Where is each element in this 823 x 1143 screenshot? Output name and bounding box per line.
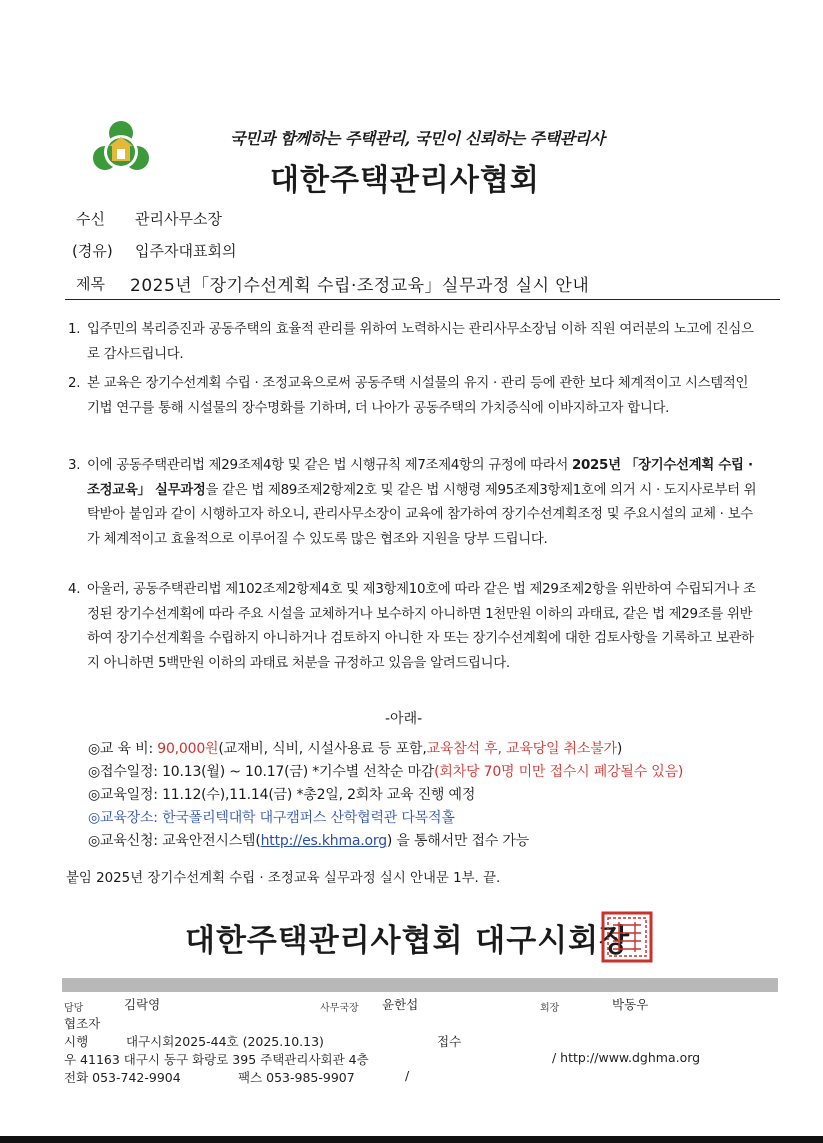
paragraph-2-text: 본 교육은 장기수선계획 수립 · 조정교육으로써 공동주택 시설물의 유지 · 관리 등에 관한 보다 체계적이고 시스템적인 기법 연구를 통해 시설물의 장수명화를 기하며, 더 나아가 공동주택의 가치증식에 이바지하고자 합니다.	[87, 376, 749, 416]
exec-label: 시행	[64, 1034, 89, 1049]
schedule-line: ◎교육일정: 11.12(수),11.14(금) *총2일, 2회차 교육 진행 예정	[88, 787, 476, 803]
paragraph-4-number: 4.	[68, 582, 81, 597]
paragraph-4-text: 아울러, 공동주택관리법 제102조제2항제4호 및 제3항제10호에 따라 같은 법 제29조제2항을 위반하여 수립되거나 조정된 장기수선계획에 따라 주요 시설을 교체하거나 보수하지 아니하면 1천만원 이하의 과태료, 같은 법 제29조를 위반하여 장기수선계획을 수립하지 아니하거나 검토하지 아니한 자 또는 장기수선계획에 대한 검토사항을 기록하고 보관하지 아니하면 5백만원 이하의 과태료 처분을 규정하고 있음을 알려드립니다.	[87, 582, 756, 671]
location-line: ◎교육장소: 한국폴리텍대학 대구캠퍼스 산학협력관 다목적홀	[88, 810, 455, 826]
subject-label: 제목	[76, 275, 105, 293]
chair-label: 회장	[540, 1003, 560, 1014]
paragraph-2-number: 2.	[68, 376, 81, 391]
association-logo-icon	[90, 118, 152, 180]
registration-warning: (회차당 70명 미만 접수시 폐강될수 있음)	[434, 764, 684, 780]
via-value: 입주자대표회의	[135, 242, 237, 260]
paragraph-4	[68, 578, 758, 676]
application-link[interactable]: http://es.khma.org	[260, 833, 387, 849]
paragraph-2	[68, 372, 758, 421]
footer-band	[62, 978, 778, 992]
org-title: 대한주택관리사협회	[270, 163, 540, 198]
official-seal-icon	[601, 911, 653, 963]
fax-number: 팩스 053-985-9907	[238, 1070, 355, 1085]
slogan: 국민과 함께하는 주택관리, 국민이 신뢰하는 주택관리사	[230, 129, 605, 148]
attachment-note: 붙임 2025년 장기수선계획 수립 · 조정교육 실무과정 실시 안내문 1부. 끝.	[66, 871, 501, 886]
registration-line: ◎접수일정: 10.13(월) ~ 10.17(금) *기수별 선착순 마감(회차당 70명 미만 접수시 폐강될수 있음)	[88, 764, 684, 780]
application-line: ◎교육신청: 교육안전시스템(http://es.khma.org) 을 통해서만 접수 가능	[88, 833, 530, 849]
subject-title: 2025년「장기수선계획 수립·조정교육」실무과정 실시 안내	[130, 276, 590, 296]
recipient-label: 수신	[76, 210, 105, 228]
details-heading: -아래-	[385, 711, 423, 727]
fee-line: ◎교 육 비: 90,000원(교재비, 식비, 시설사용료 등 포함,교육참석 후, 교육당일 취소불가)	[88, 741, 623, 757]
homepage-link[interactable]: / http://www.dghma.org	[552, 1050, 701, 1065]
exec-value: 대구시회2025-44호 (2025.10.13)	[126, 1034, 324, 1049]
address: 우 41163 대구시 동구 화랑로 395 주택관리사회관 4층	[64, 1052, 369, 1067]
fee-warning: 교육참석 후, 교육당일 취소불가	[426, 741, 617, 757]
paragraph-1-number: 1.	[68, 322, 81, 337]
header-divider	[65, 299, 780, 300]
paragraph-3-text: 이에 공동주택관리법 제29조제4항 및 같은 법 시행규칙 제7조제4항의 규정에 따라서 2025년 「장기수선계획 수립 · 조정교육」 실무과정을 같은 법 제89조제2항제2호 및 같은 법 시행령 제95조제3항제1호에 의거 시 · 도지사로부터 위탁받아 붙임과 같이 시행하고자 하오니, 관리사무소장이 교육에 참가하여 장기수선계획조정 및 주요시설의 교체 · 보수가 체계적이고 효율적으로 이루어질 수 있도록 많은 협조와 지원을 당부 드립니다.	[87, 458, 757, 547]
chair-name: 박동우	[612, 997, 649, 1012]
staff-name: 김락영	[124, 997, 161, 1012]
staff-label: 담당	[64, 1003, 84, 1014]
receipt-label: 접수	[437, 1034, 462, 1049]
fax-separator: /	[405, 1068, 410, 1083]
paragraph-3-number: 3.	[68, 458, 81, 473]
secretary-label: 사무국장	[320, 1003, 359, 1014]
sender-name: 대한주택관리사협회 대구시회장	[185, 923, 631, 959]
paragraph-3	[68, 454, 758, 552]
phone-number: 전화 053-742-9904	[64, 1070, 181, 1085]
fee-amount: 90,000원	[157, 741, 219, 757]
recipient-value: 관리사무소장	[135, 210, 222, 228]
bottom-edge	[0, 1136, 823, 1143]
paragraph-1-text: 입주민의 복리증진과 공동주택의 효율적 관리를 위하여 노력하시는 관리사무소장님 이하 직원 여러분의 노고에 진심으로 감사드립니다.	[87, 322, 754, 362]
via-label: (경유)	[72, 242, 113, 260]
location-value: 한국폴리텍대학 대구캠퍼스 산학협력관 다목적홀	[162, 810, 455, 826]
cooperator-label: 협조자	[64, 1016, 101, 1031]
paragraph-1	[68, 318, 758, 367]
course-name-bold: 2025년 「장기수선계획 수립 · 조정교육」 실무과정	[87, 458, 753, 498]
secretary-name: 윤한섭	[382, 997, 419, 1012]
